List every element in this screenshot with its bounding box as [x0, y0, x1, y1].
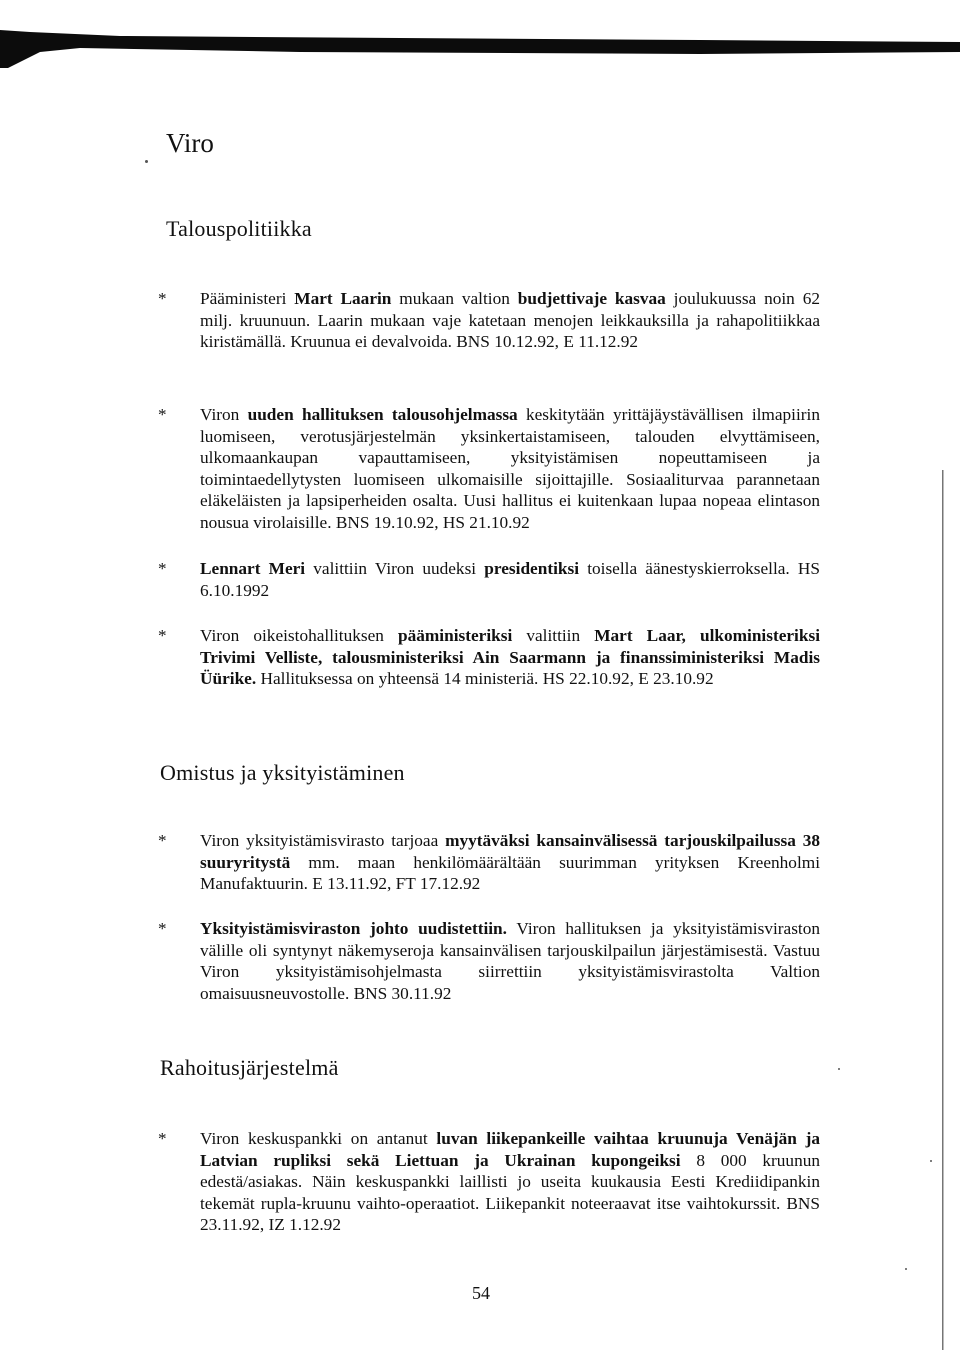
section-heading-omistus: Omistus ja yksityistäminen	[160, 760, 405, 785]
bullet-star: *	[158, 919, 167, 938]
list-item	[158, 1128, 820, 1236]
list-item	[158, 558, 820, 601]
item-text: Viron yksityistämisvirasto tarjoaa myytäväksi kansainvälisessä tarjouskilpailussa 38 suuryritystä mm. maan henkilömäärältään suurimman yrityksen Kreenholmi Manufaktuurin. E 13.11.92, FT 17.12.92	[200, 831, 820, 893]
scan-speck	[905, 1268, 907, 1270]
item-text: Viron oikeistohallituksen pääministeriksi valittiin Mart Laar, ulkoministeriksi Trivimi Velliste, talousministeriksi Ain Saarmann ja finanssiministeriksi Madis Üürike. Hallituksessa on yhteensä 14 ministeriä. HS 22.10.92, E 23.10.92	[200, 626, 820, 688]
item-text: Viron keskuspankki on antanut luvan liikepankeille vaihtaa kruunuja Venäjän ja Latvian rupliksi sekä Liettuan ja Ukrainan kupongeiksi 8 000 kruunun edestä/asiakas. Näin keskuspankki laillisti jo useita kuukausia Eesti Krediidipankin tekemät rupla-kruunu vaihto-operaatiot. Liikepankit noteeraavat itse vaihtokurssit. BNS 23.11.92, IZ 1.12.92	[200, 1129, 820, 1234]
page-title: Viro	[166, 128, 214, 158]
list-item	[158, 288, 820, 353]
list-item	[158, 918, 820, 1004]
bullet-star: *	[158, 559, 167, 578]
bullet-star: *	[158, 831, 167, 850]
page-number: 54	[472, 1283, 490, 1303]
section-heading-talouspolitiikka: Talouspolitiikka	[166, 216, 312, 241]
section-heading-rahoitusjarjestelma: Rahoitusjärjestelmä	[160, 1055, 339, 1080]
scan-right-edge	[940, 470, 946, 1350]
bullet-star: *	[158, 626, 167, 645]
list-item	[158, 830, 820, 895]
item-text: Lennart Meri valittiin Viron uudeksi presidentiksi toisella äänestyskierroksella. HS 6.10.1992	[200, 559, 820, 600]
item-text: Pääministeri Mart Laarin mukaan valtion budjettivaje kasvaa joulukuussa noin 62 milj. kruunuun. Laarin mukaan vaje katetaan menojen leikkauksilla ja rahapolitiikkaa kiristämällä. Kruunua ei devalvoida. BNS 10.12.92, E 11.12.92	[200, 289, 820, 351]
item-text: Viron uuden hallituksen talousohjelmassa keskitytään yrittäjäystävällisen ilmapiirin luomiseen, verotusjärjestelmän yksinkertaistamiseen, talouden elvyttämiseen, ulkomaankaupan vapauttamiseen, yksityistämisen nopeuttamiseen ja toimintaedellytysten luomiseen ulkomaisille sijoittajille. Sosiaaliturvaa parannetaan eläkeläisten ja lapsiperheiden osalta. Uusi hallitus ei kuitenkaan lupaa nopeaa elintason nousua virolaisille. BNS 19.10.92, HS 21.10.92	[200, 405, 820, 532]
bullet-star: *	[158, 405, 167, 424]
bullet-star: *	[158, 289, 167, 308]
item-text: Yksityistämisviraston johto uudistettiin. Viron hallituksen ja yksityistämisviraston välille oli syntynyt näkemyseroja kansainvälisen tarjouskilpailun järjestämisestä. Vastuu Viron yksityistämisohjelmasta siirrettiin yksityistämisvirastolta Valtion omaisuusneuvostolle. BNS 30.11.92	[200, 919, 820, 1003]
scan-speck	[930, 1160, 932, 1162]
list-item	[158, 404, 820, 533]
list-item	[158, 625, 820, 690]
bullet-star: *	[158, 1129, 167, 1148]
scan-speck	[838, 1068, 840, 1070]
scan-speck	[145, 160, 148, 163]
scan-edge-bar	[0, 22, 960, 68]
